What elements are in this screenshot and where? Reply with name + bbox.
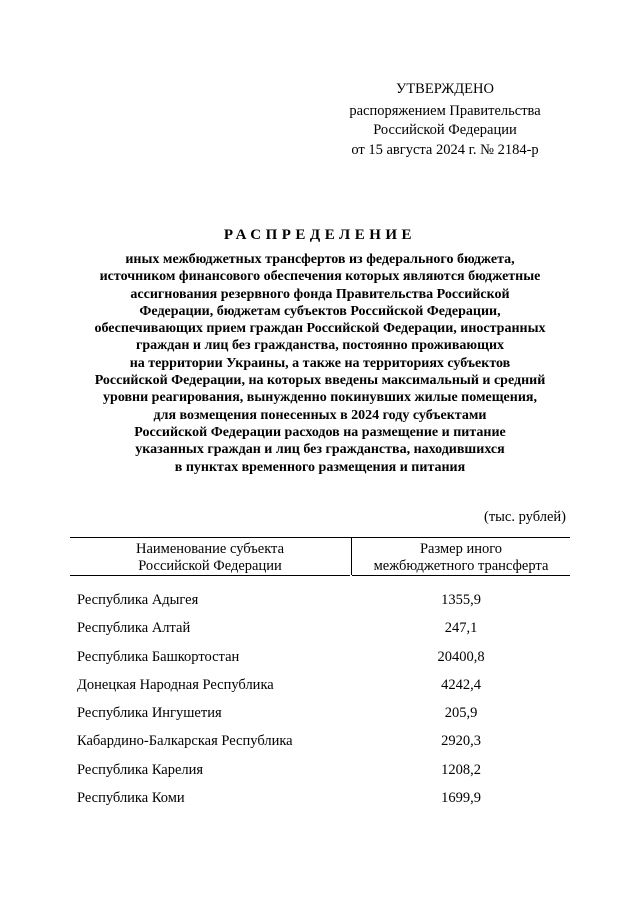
- table-header-rule: [70, 575, 350, 576]
- subtitle-line: граждан и лиц без гражданства, постоянно проживающих: [135, 338, 505, 354]
- subject-name: Республика Адыгея: [77, 592, 199, 608]
- subject-name: Республика Башкортостан: [77, 648, 240, 665]
- approval-block: [330, 80, 560, 160]
- table-header-rule: [352, 575, 570, 576]
- subtitle-line: Российской Федерации, на которых введены максимальный и средний: [94, 373, 546, 389]
- transfer-amount: 4242,4: [441, 676, 481, 693]
- approval-line: Российской Федерации: [373, 122, 517, 138]
- column-header-text: Размер иного: [419, 541, 503, 557]
- table-row: [0, 703, 640, 731]
- table-row: [0, 618, 640, 646]
- subject-name: Республика Коми: [77, 790, 185, 807]
- subtitle-line: Федерации, бюджетам субъектов Российской Федерации,: [139, 303, 501, 319]
- column-header-text: межбюджетного трансферта: [373, 558, 549, 574]
- table-row: [0, 647, 640, 675]
- document-title: РАСПРЕДЕЛЕНИЕ: [223, 227, 417, 243]
- transfer-amount: 1699,9: [441, 790, 481, 807]
- transfer-amount: 2920,3: [441, 733, 481, 750]
- document-subtitle: [60, 251, 580, 476]
- transfer-amount: 247,1: [444, 620, 478, 637]
- subject-name: Республика Ингушетия: [77, 705, 222, 722]
- subject-name: Кабардино-Балкарская Республика: [77, 733, 293, 750]
- table-row: [0, 760, 640, 788]
- transfer-amount: 1208,2: [441, 761, 481, 778]
- units-label: (тыс. рублей): [484, 509, 566, 525]
- subtitle-line: Российской Федерации расходов на размещение и питание: [134, 424, 506, 440]
- transfer-amount: 205,9: [444, 705, 478, 722]
- table-top-rule: [70, 537, 570, 538]
- column-header-text: Наименование субъекта: [135, 541, 285, 557]
- approval-line: распоряжением Правительства: [349, 102, 541, 119]
- column-header-subject: [70, 541, 350, 575]
- subject-name: Республика Алтай: [77, 620, 191, 637]
- subtitle-line: иных межбюджетных трансфертов из федерального бюджета,: [125, 252, 515, 267]
- transfer-amount: 20400,8: [437, 648, 485, 665]
- subtitle-line: указанных граждан и лиц без гражданства, находившихся: [135, 442, 505, 458]
- subtitle-line: для возмещения понесенных в 2024 году субъектами: [153, 407, 487, 423]
- table-row: [0, 675, 640, 703]
- approval-heading: УТВЕРЖДЕНО: [396, 81, 494, 97]
- subtitle-line: источником финансового обеспечения которых являются бюджетные: [99, 269, 541, 285]
- subtitle-line: уровни реагирования, вынужденно покинувших жилые помещения,: [103, 390, 537, 406]
- table-row: [0, 788, 640, 816]
- subtitle-line: в пунктах временного размещения и питания: [174, 459, 466, 475]
- subtitle-line: обеспечивающих прием граждан Российской Федерации, иностранных: [94, 321, 546, 337]
- approval-date-line: от 15 августа 2024 г. № 2184-р: [351, 141, 539, 158]
- column-header-amount: [352, 541, 570, 575]
- subtitle-line: ассигнования резервного фонда Правительства Российской: [130, 286, 510, 302]
- table-row: [0, 731, 640, 759]
- column-header-text: Российской Федерации: [138, 558, 282, 574]
- table-body: [0, 590, 640, 816]
- subject-name: Донецкая Народная Республика: [77, 676, 274, 693]
- subtitle-line: на территории Украины, а также на территориях субъектов: [129, 355, 511, 371]
- subject-name: Республика Карелия: [77, 761, 204, 778]
- transfer-amount: 1355,9: [441, 592, 481, 608]
- table-row: [0, 590, 640, 618]
